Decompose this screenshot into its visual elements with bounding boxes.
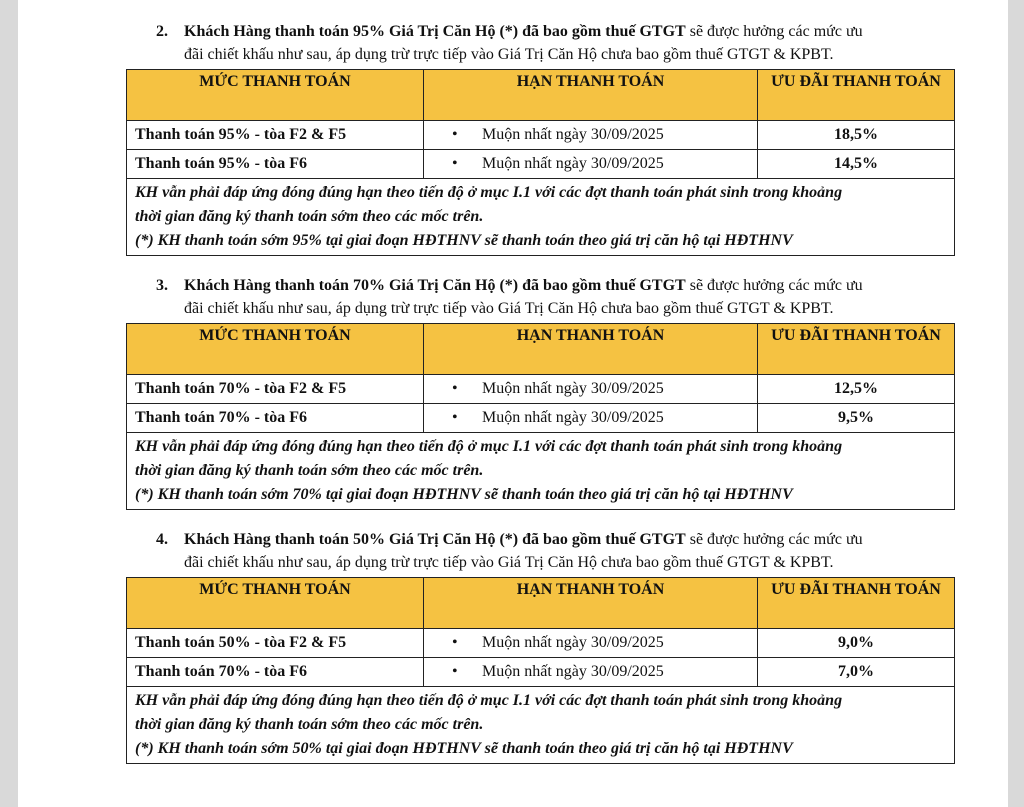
payment-deadline: Muộn nhất ngày 30/09/2025	[482, 409, 664, 426]
column-header: HẠN THANH TOÁN	[424, 578, 758, 629]
table-note-row	[127, 687, 955, 764]
section-heading	[126, 20, 974, 66]
bullet-icon: •	[452, 409, 458, 426]
column-header: MỨC THANH TOÁN	[127, 578, 424, 629]
heading-line-2: đãi chiết khấu như sau, áp dụng trừ trực tiếp vào Giá Trị Căn Hộ chưa bao gồm thuế GTGT & KPBT.	[184, 300, 834, 317]
table-row	[127, 658, 955, 687]
payment-level: Thanh toán 70% - tòa F2 & F5	[127, 375, 424, 404]
section-4	[126, 528, 974, 764]
payment-level: Thanh toán 50% - tòa F2 & F5	[127, 629, 424, 658]
note-line: thời gian đăng ký thanh toán sớm theo các mốc trên.	[135, 716, 484, 733]
discount-value: 9,0%	[758, 629, 955, 658]
document-page	[18, 0, 1008, 807]
section-number: 2.	[156, 23, 168, 40]
payment-deadline: Muộn nhất ngày 30/09/2025	[482, 380, 664, 397]
column-header: HẠN THANH TOÁN	[424, 324, 758, 375]
column-header: MỨC THANH TOÁN	[127, 70, 424, 121]
payment-level: Thanh toán 95% - tòa F2 & F5	[127, 121, 424, 150]
discount-value: 18,5%	[758, 121, 955, 150]
table-row	[127, 404, 955, 433]
bullet-icon: •	[452, 380, 458, 397]
note-line: KH vẫn phải đáp ứng đóng đúng hạn theo tiến độ ở mục I.1 với các đợt thanh toán phát sinh trong khoảng	[135, 692, 843, 709]
payment-deadline: Muộn nhất ngày 30/09/2025	[482, 126, 664, 143]
column-header: ƯU ĐÃI THANH TOÁN	[758, 578, 955, 629]
note-line: thời gian đăng ký thanh toán sớm theo các mốc trên.	[135, 208, 484, 225]
note-line: KH vẫn phải đáp ứng đóng đúng hạn theo tiến độ ở mục I.1 với các đợt thanh toán phát sinh trong khoảng	[135, 438, 843, 455]
discount-table	[126, 69, 955, 256]
heading-text: sẽ được hưởng các mức ưu	[685, 277, 863, 294]
section-3	[126, 274, 974, 510]
column-header: ƯU ĐÃI THANH TOÁN	[758, 70, 955, 121]
bullet-icon: •	[452, 663, 458, 680]
section-number: 4.	[156, 531, 168, 548]
table-header-row	[127, 578, 955, 629]
bullet-icon: •	[452, 126, 458, 143]
payment-level: Thanh toán 70% - tòa F6	[127, 658, 424, 687]
column-header: HẠN THANH TOÁN	[424, 70, 758, 121]
column-header: MỨC THANH TOÁN	[127, 324, 424, 375]
discount-value: 12,5%	[758, 375, 955, 404]
heading-line-2: đãi chiết khấu như sau, áp dụng trừ trực tiếp vào Giá Trị Căn Hộ chưa bao gồm thuế GTGT & KPBT.	[184, 554, 834, 571]
table-row	[127, 150, 955, 179]
heading-bold-text: Khách Hàng thanh toán 95% Giá Trị Căn Hộ (*) đã bao gồm thuế GTGT	[184, 23, 686, 40]
table-row	[127, 629, 955, 658]
heading-line-2: đãi chiết khấu như sau, áp dụng trừ trực tiếp vào Giá Trị Căn Hộ chưa bao gồm thuế GTGT & KPBT.	[184, 46, 834, 63]
bullet-icon: •	[452, 634, 458, 651]
discount-value: 14,5%	[758, 150, 955, 179]
note-line: (*) KH thanh toán sớm 70% tại giai đoạn HĐTHNV sẽ thanh toán theo giá trị căn hộ tại HĐTHNV	[135, 486, 793, 503]
heading-bold-text: Khách Hàng thanh toán 50% Giá Trị Căn Hộ (*) đã bao gồm thuế GTGT	[184, 531, 686, 548]
section-2	[126, 20, 974, 256]
table-row	[127, 375, 955, 404]
column-header: ƯU ĐÃI THANH TOÁN	[758, 324, 955, 375]
heading-text: sẽ được hưởng các mức ưu	[685, 531, 863, 548]
discount-table	[126, 577, 955, 764]
payment-deadline: Muộn nhất ngày 30/09/2025	[482, 155, 664, 172]
note-line: (*) KH thanh toán sớm 95% tại giai đoạn HĐTHNV sẽ thanh toán theo giá trị căn hộ tại HĐTHNV	[135, 232, 793, 249]
section-heading	[126, 274, 974, 320]
payment-level: Thanh toán 70% - tòa F6	[127, 404, 424, 433]
table-row	[127, 121, 955, 150]
note-line: (*) KH thanh toán sớm 50% tại giai đoạn HĐTHNV sẽ thanh toán theo giá trị căn hộ tại HĐTHNV	[135, 740, 793, 757]
section-number: 3.	[156, 277, 168, 294]
bullet-icon: •	[452, 155, 458, 172]
discount-value: 7,0%	[758, 658, 955, 687]
discount-value: 9,5%	[758, 404, 955, 433]
table-note-row	[127, 433, 955, 510]
heading-text: sẽ được hưởng các mức ưu	[685, 23, 863, 40]
payment-deadline: Muộn nhất ngày 30/09/2025	[482, 663, 664, 680]
table-header-row	[127, 324, 955, 375]
payment-deadline: Muộn nhất ngày 30/09/2025	[482, 634, 664, 651]
section-heading	[126, 528, 974, 574]
table-note-row	[127, 179, 955, 256]
heading-bold-text: Khách Hàng thanh toán 70% Giá Trị Căn Hộ (*) đã bao gồm thuế GTGT	[184, 277, 686, 294]
note-line: KH vẫn phải đáp ứng đóng đúng hạn theo tiến độ ở mục I.1 với các đợt thanh toán phát sinh trong khoảng	[135, 184, 843, 201]
discount-table	[126, 323, 955, 510]
note-line: thời gian đăng ký thanh toán sớm theo các mốc trên.	[135, 462, 484, 479]
table-header-row	[127, 70, 955, 121]
payment-level: Thanh toán 95% - tòa F6	[127, 150, 424, 179]
